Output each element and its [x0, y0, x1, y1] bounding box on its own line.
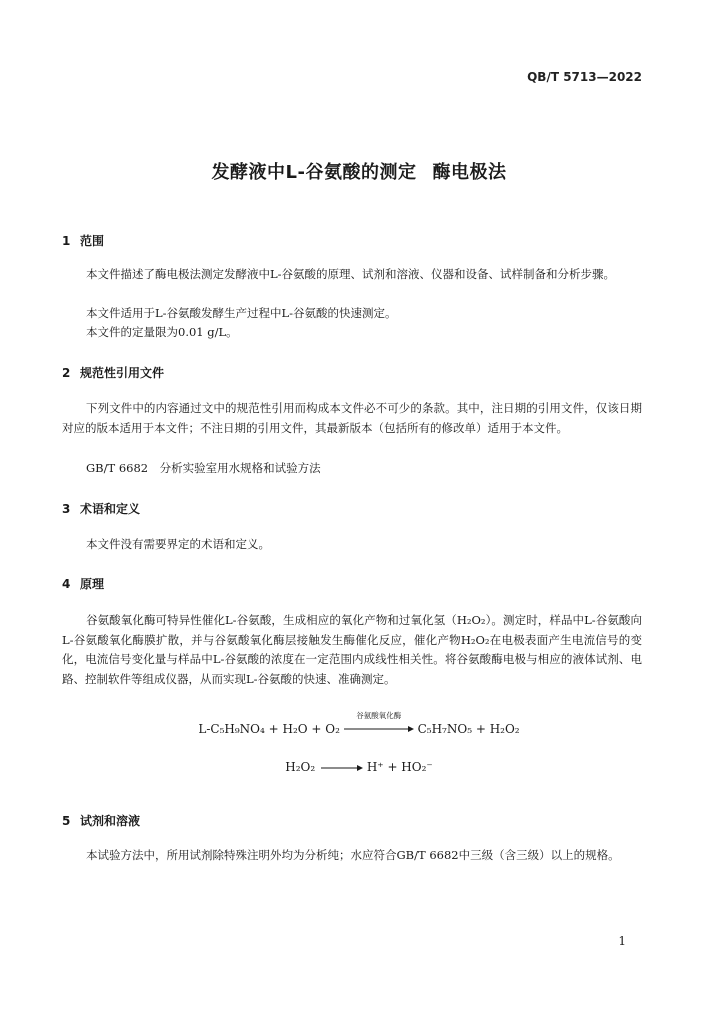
section-2-heading: 2 规范性引用文件	[62, 366, 165, 380]
section-1-heading: 1 范围	[62, 234, 105, 248]
page-number: 1	[618, 934, 626, 948]
document-title	[0, 158, 718, 184]
right-arrow-icon	[344, 724, 414, 734]
standard-code: QB/T 5713—2022	[527, 70, 642, 84]
reaction-equation-1	[0, 710, 718, 737]
section-1-para-2: 本文件适用于L-谷氨酸发酵生产过程中L-谷氨酸的快速测定。	[86, 306, 397, 320]
section-1-para-3: 本文件的定量限为0.01 g/L。	[86, 325, 238, 339]
catalyzed-arrow	[344, 710, 414, 737]
eq1-products: C₅H₇NO₅ + H₂O₂	[417, 722, 520, 736]
section-5-para-1: 本试验方法中，所用试剂除特殊注明外均为分析纯；水应符合GB/T 6682中三级（含三级）以上的规格。	[86, 848, 620, 862]
right-arrow-icon	[319, 763, 363, 773]
eq1-reactants: L-C₅H₉NO₄ + H₂O + O₂	[198, 722, 340, 736]
eq2-products: H⁺ + HO₂⁻	[366, 760, 433, 774]
reaction-equation-2	[0, 760, 718, 774]
section-3-para-1: 本文件没有需要界定的术语和定义。	[86, 537, 270, 551]
title-method: 酶电极法	[432, 162, 507, 183]
section-5-heading: 5 试剂和溶液	[62, 814, 141, 828]
catalyst-label: 谷氨酸氧化酶	[356, 710, 402, 720]
section-2-para-2: GB/T 6682 分析实验室用水规格和试验方法	[86, 461, 321, 475]
section-4-para-1: 谷氨酸氧化酶可特异性催化L-谷氨酸，生成相应的氧化产物和过氧化氢（H₂O₂）。测定时，样品中L-谷氨酸向L-谷氨酸氧化酶膜扩散，并与谷氨酸氧化酶层接触发生酶催化反应，催化产物H₂O₂在电极表面产生电流信号的变化，电流信号变化量与样品中L-谷氨酸的浓度在一定范围内成线性相关性。将谷氨酸酶电极与相应的液体试剂、电路、控制软件等组成仪器，从而实现L-谷氨酸的快速、准确测定。	[62, 613, 642, 686]
section-1-para-1: 本文件描述了酶电极法测定发酵液中L-谷氨酸的原理、试剂和溶液、仪器和设备、试样制备和分析步骤。	[86, 267, 616, 281]
section-4-heading: 4 原理	[62, 577, 105, 591]
title-main: 发酵液中L-谷氨酸的测定	[211, 162, 417, 183]
eq2-reactant: H₂O₂	[285, 760, 316, 774]
section-2-para-1: 下列文件中的内容通过文中的规范性引用而构成本文件必不可少的条款。其中，注日期的引用文件，仅该日期对应的版本适用于本文件；不注日期的引用文件，其最新版本（包括所有的修改单）适用于本文件。	[62, 401, 642, 435]
section-3-heading: 3 术语和定义	[62, 502, 141, 516]
